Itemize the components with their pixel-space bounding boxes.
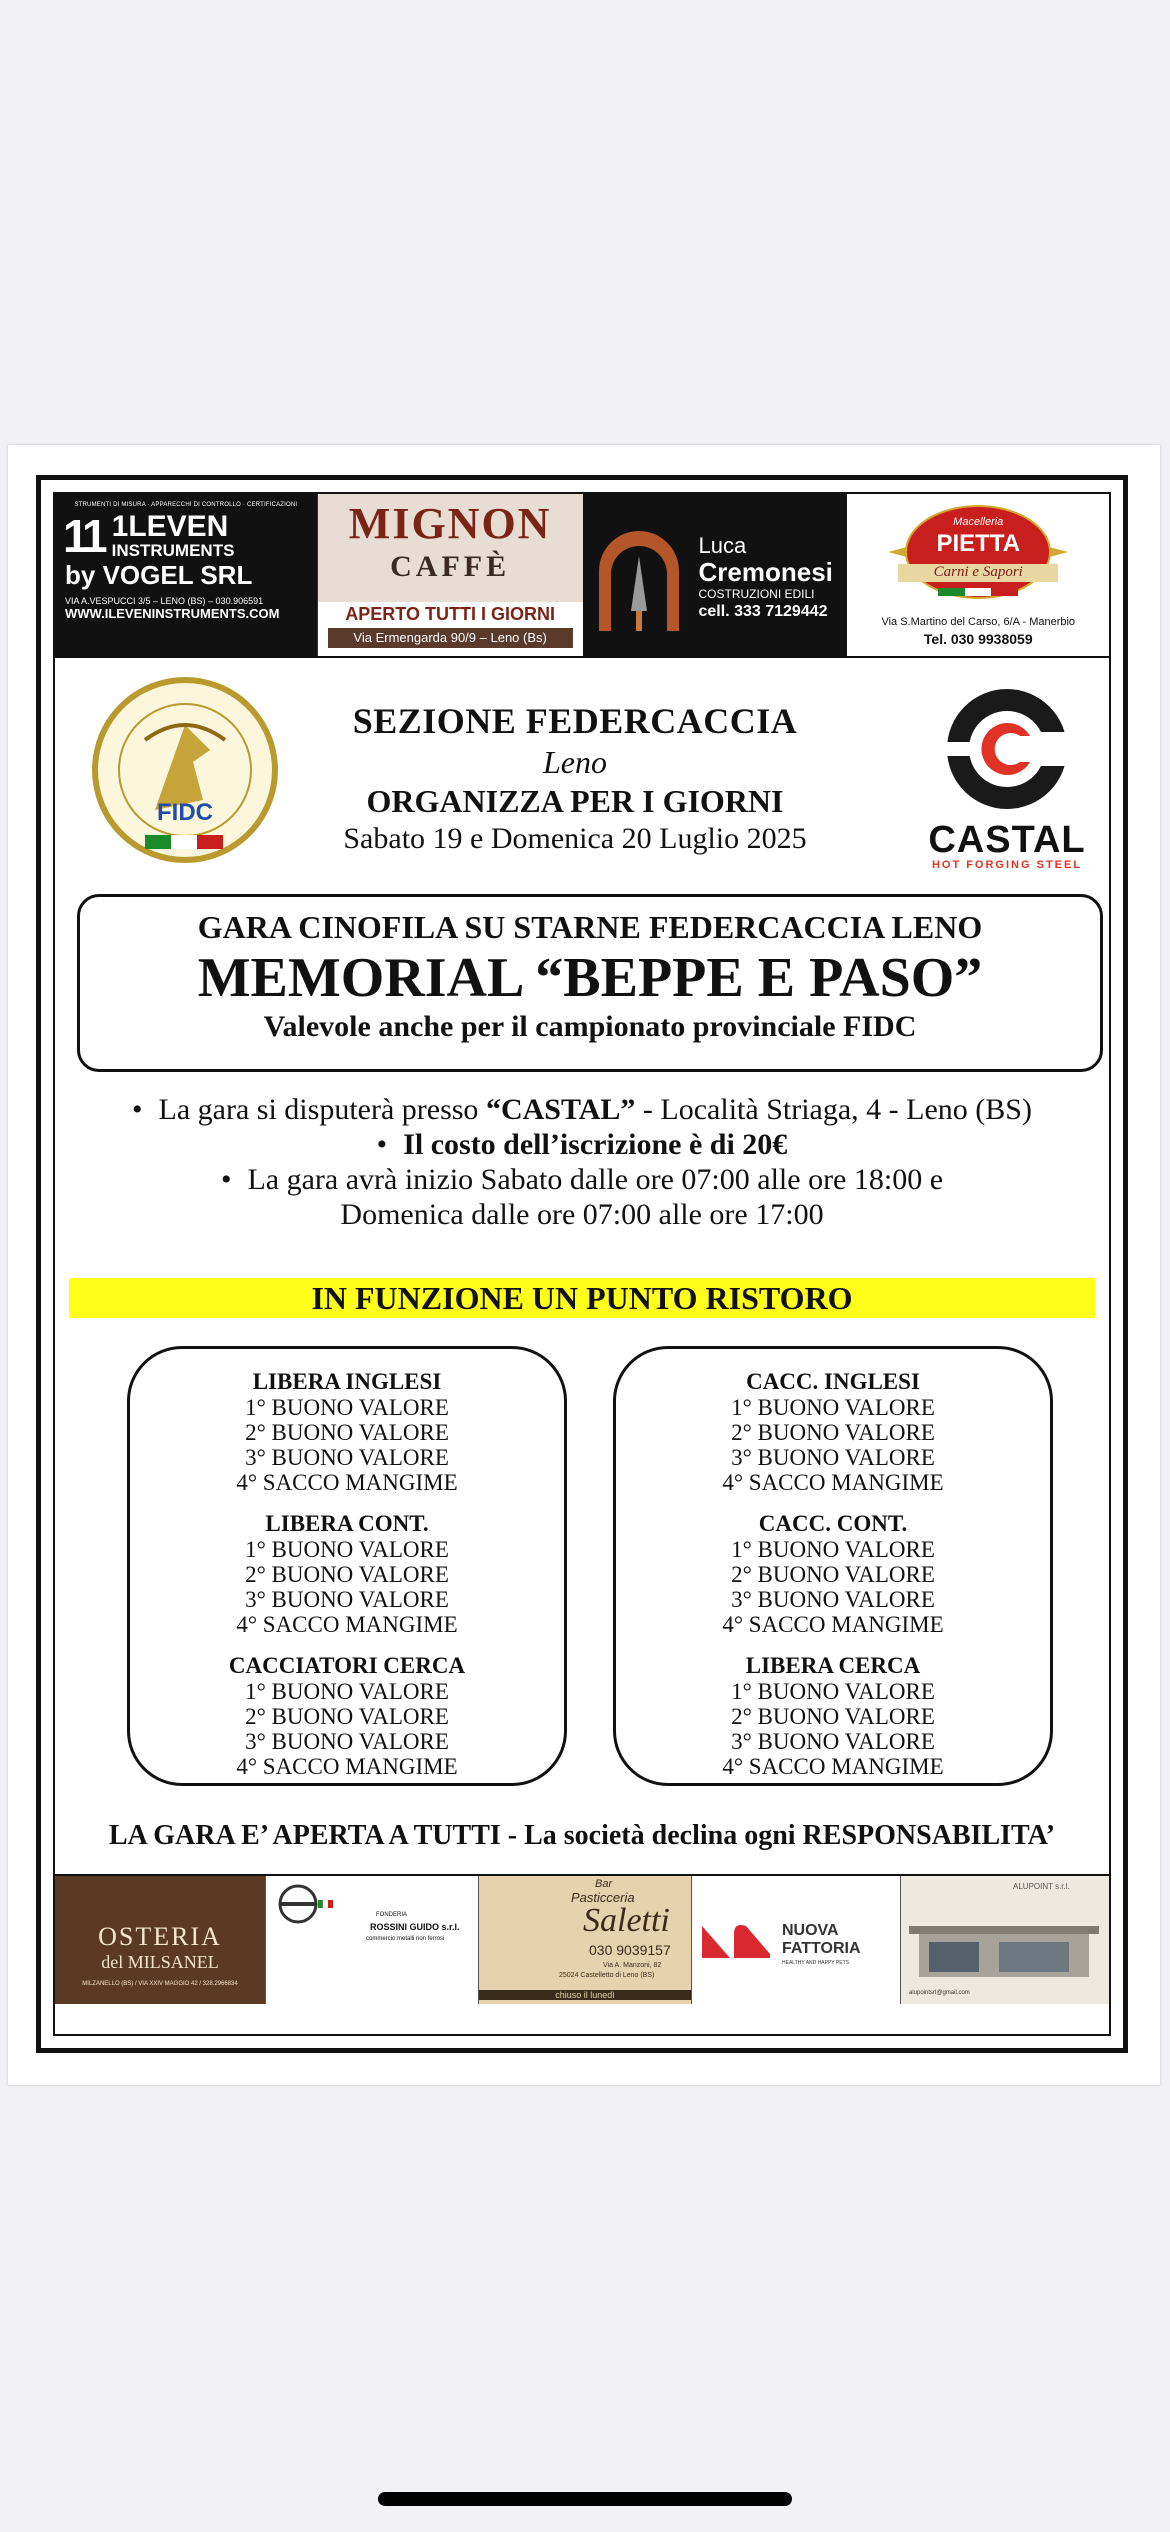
luca-last: Cremonesi	[698, 557, 833, 587]
alupoint-name: ALUPOINT s.r.l.	[1013, 1882, 1070, 1891]
ristoro-banner: IN FUNZIONE UN PUNTO RISTORO	[69, 1278, 1095, 1318]
header-organizes: ORGANIZZA PER I GIORNI	[366, 783, 784, 819]
prize-item: 3° BUONO VALORE	[245, 1445, 449, 1470]
prize-item: 1° BUONO VALORE	[731, 1395, 935, 1420]
top-sponsor-strip	[55, 494, 1109, 658]
prize-group	[130, 1369, 564, 1495]
eleven-sub: INSTRUMENTS	[111, 541, 235, 560]
nuova-name1: NUOVA	[782, 1922, 839, 1939]
building-icon	[909, 1912, 1099, 1982]
prize-item: 4° SACCO MANGIME	[236, 1754, 458, 1779]
osteria-sub: del MILSANEL	[101, 1952, 219, 1972]
info-location-suffix: - Località Striaga, 4 - Leno (BS)	[635, 1093, 1032, 1126]
flyer-sheet	[8, 445, 1160, 2085]
prize-group	[616, 1369, 1050, 1495]
info-location-venue: “CASTAL”	[485, 1093, 636, 1126]
pietta-name: PIETTA	[936, 530, 1021, 557]
brick-arch-icon	[589, 516, 689, 636]
prize-item: 2° BUONO VALORE	[731, 1562, 935, 1587]
nuova-fattoria-icon	[700, 1920, 774, 1960]
eleven-tagline: STRUMENTI DI MISURA · APPARECCHI DI CONTROLLO · CERTIFICAZIONI	[74, 502, 298, 508]
prize-item: 4° SACCO MANGIME	[722, 1612, 944, 1637]
prize-item: 3° BUONO VALORE	[731, 1729, 935, 1754]
prizes-right-box	[613, 1346, 1053, 1786]
mignon-cafe: CAFFÈ	[390, 550, 511, 583]
bullet-icon: •	[220, 1163, 232, 1196]
mignon-name: MIGNON	[348, 499, 552, 548]
sponsor-eleven-instruments	[55, 494, 317, 656]
info-cost	[55, 1127, 1109, 1162]
prize-item: 2° BUONO VALORE	[245, 1562, 449, 1587]
saletti-pasticceria: Pasticceria	[571, 1890, 635, 1905]
prize-group	[130, 1653, 564, 1779]
header-text	[295, 700, 855, 856]
luca-desc: COSTRUZIONI EDILI	[698, 587, 815, 601]
fidc-logo	[85, 670, 285, 870]
sponsor-nuova-fattoria	[692, 1876, 901, 2004]
event-info	[55, 1092, 1109, 1232]
prize-category: LIBERA CONT.	[265, 1511, 429, 1536]
prize-item: 3° BUONO VALORE	[731, 1587, 935, 1612]
saletti-name: Saletti	[583, 1902, 670, 1939]
rossini-name: ROSSINI GUIDO s.r.l.	[370, 1922, 460, 1932]
prize-item: 1° BUONO VALORE	[731, 1679, 935, 1704]
disclaimer-text: LA GARA E’ APERTA A TUTTI - La società declina ogni RESPONSABILITA’	[108, 1820, 1056, 1851]
mignon-address: Via Ermengarda 90/9 – Leno (Bs)	[328, 628, 573, 648]
prize-item: 1° BUONO VALORE	[245, 1395, 449, 1420]
flyer-outer-frame	[36, 475, 1128, 2053]
saletti-city: 25024 Castelletto di Leno (BS)	[559, 1972, 655, 1979]
rossini-small: FONDERIA	[376, 1912, 408, 1918]
prize-item: 3° BUONO VALORE	[245, 1729, 449, 1754]
eleven-logo-mark: 11	[63, 510, 104, 562]
castal-logo	[917, 684, 1097, 871]
prize-item: 4° SACCO MANGIME	[722, 1470, 944, 1495]
mignon-open: APERTO TUTTI I GIORNI	[345, 604, 555, 624]
sponsor-bar-saletti	[479, 1876, 692, 2004]
sponsor-macelleria-pietta	[847, 494, 1109, 656]
prize-item: 2° BUONO VALORE	[731, 1420, 935, 1445]
prize-item: 4° SACCO MANGIME	[236, 1612, 458, 1637]
prize-category: LIBERA CERCA	[745, 1653, 921, 1678]
prize-item: 2° BUONO VALORE	[731, 1704, 935, 1729]
prize-category: CACC. INGLESI	[746, 1369, 920, 1394]
prize-item: 2° BUONO VALORE	[245, 1420, 449, 1445]
prize-item: 3° BUONO VALORE	[245, 1587, 449, 1612]
sponsor-luca-cremonesi	[583, 494, 848, 656]
castal-tagline: HOT FORGING STEEL	[931, 859, 1083, 871]
prize-group	[616, 1653, 1050, 1779]
bullet-icon: •	[132, 1093, 143, 1126]
rossini-logo-icon	[276, 1882, 336, 1926]
prize-group	[130, 1511, 564, 1637]
prize-item: 2° BUONO VALORE	[245, 1704, 449, 1729]
sponsor-rossini-guido	[266, 1876, 479, 2004]
nuova-name2: FATTORIA	[782, 1940, 861, 1957]
pietta-address: Via S.Martino del Carso, 6/A - Manerbio	[881, 616, 1076, 628]
sponsor-osteria-milsanel	[55, 1876, 266, 2004]
info-schedule-line2: Domenica dalle ore 07:00 alle ore 17:00	[340, 1198, 824, 1231]
saletti-closed: chiuso il lunedì	[479, 1990, 691, 2000]
header-city: Leno	[543, 744, 607, 780]
saletti-address: Via A. Manzoni, 82	[603, 1962, 662, 1969]
prize-group	[616, 1511, 1050, 1637]
prize-category: LIBERA INGLESI	[252, 1369, 442, 1394]
eleven-web: WWW.ILEVENINSTRUMENTS.COM	[65, 606, 280, 621]
saletti-bar: Bar	[595, 1878, 613, 1890]
pietta-script: Carni e Sapori	[933, 564, 1023, 580]
info-cost-text: Il costo dell’iscrizione è di 20€	[403, 1128, 788, 1161]
castal-name: CASTAL	[928, 819, 1086, 861]
prize-item: 1° BUONO VALORE	[731, 1537, 935, 1562]
prize-category: CACC. CONT.	[758, 1511, 908, 1536]
sponsor-alupoint	[901, 1876, 1109, 2004]
event-header	[55, 670, 1109, 870]
nuova-tag: HEALTHY AND HAPPY PETS	[782, 1960, 849, 1966]
rossini-desc: commercio metalli non ferrosi	[366, 1936, 445, 1942]
info-location-prefix: La gara si disputerà presso	[158, 1093, 486, 1126]
eleven-brand: 1LEVEN	[111, 510, 229, 543]
alupoint-email: alupointsrl@gmail.com	[909, 1990, 970, 1996]
eleven-by-vogel: by VOGEL SRL	[65, 560, 253, 590]
prizes-left-box	[127, 1346, 567, 1786]
memorial-subtitle: Valevole anche per il campionato provinciale FIDC	[263, 1010, 917, 1043]
home-indicator[interactable]	[378, 2492, 792, 2506]
memorial-title: MEMORIAL “BEPPE E PASO”	[197, 947, 983, 1009]
fidc-mark: FIDC	[157, 799, 213, 826]
castal-c-icon	[942, 684, 1072, 814]
sponsor-mignon-caffe	[317, 494, 583, 656]
memorial-line1: GARA CINOFILA SU STARNE FEDERCACCIA LENO	[197, 909, 983, 945]
pietta-tel: Tel. 030 9938059	[923, 631, 1033, 647]
info-schedule-line1: La gara avrà inizio Sabato dalle ore 07:00 alle ore 18:00 e	[247, 1163, 944, 1196]
osteria-address: MILZANELLO (BS) / VIA XXIV MAGGIO 42 / 328.2966834	[82, 1981, 238, 1987]
flyer-inner-frame	[53, 492, 1111, 2036]
prize-item: 4° SACCO MANGIME	[236, 1470, 458, 1495]
header-dates: Sabato 19 e Domenica 20 Luglio 2025	[343, 822, 807, 855]
luca-first: Luca	[698, 533, 747, 558]
prize-category: CACCIATORI CERCA	[228, 1653, 466, 1678]
prize-item: 4° SACCO MANGIME	[722, 1754, 944, 1779]
memorial-title-box	[77, 894, 1103, 1072]
prize-item: 3° BUONO VALORE	[731, 1445, 935, 1470]
saletti-phone: 030 9039157	[589, 1942, 671, 1958]
info-schedule	[55, 1162, 1109, 1197]
osteria-name: OSTERIA	[98, 1922, 222, 1951]
luca-phone: cell. 333 7129442	[698, 603, 828, 620]
bullet-icon: •	[376, 1128, 388, 1161]
pietta-small: Macelleria	[953, 516, 1004, 528]
header-section: SEZIONE FEDERCACCIA	[352, 701, 798, 741]
prize-item: 1° BUONO VALORE	[245, 1679, 449, 1704]
prize-item: 1° BUONO VALORE	[245, 1537, 449, 1562]
info-location	[55, 1092, 1109, 1127]
eleven-address: VIA A.VESPUCCI 3/5 – LENO (BS) – 030.906591	[65, 596, 264, 606]
bottom-sponsor-strip	[55, 1874, 1109, 2004]
